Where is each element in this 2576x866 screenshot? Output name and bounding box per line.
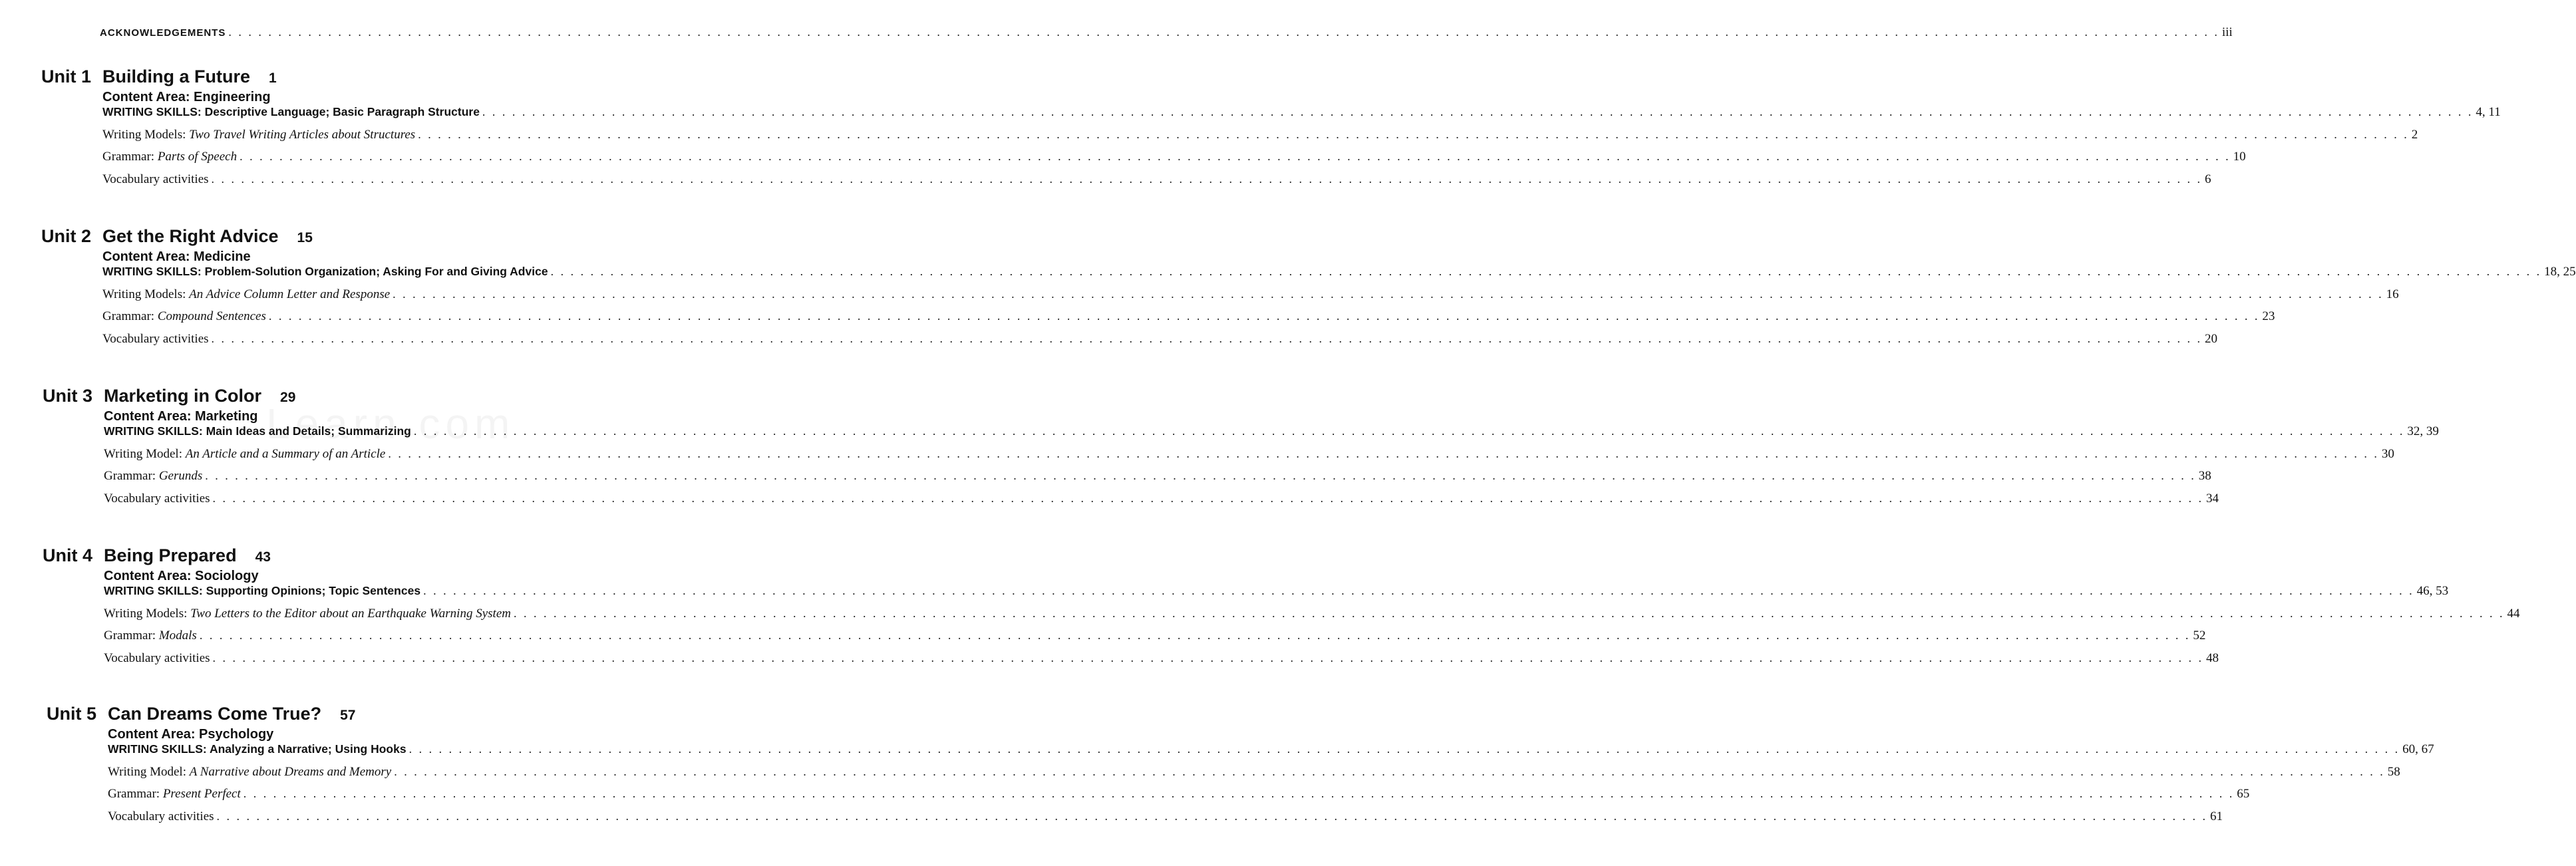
writing-skills-label: WRITING SKILLS: Supporting Opinions; Topic Sentences (104, 584, 421, 597)
entry-label (104, 492, 210, 506)
leader-dots: . . . . . . . . . . . . . . . . . . . . . . . . . . . . . . . . . . . . . . . . . . . . . . . . . . . . . . . . . . . . . . . . . . . . . . . . . . . . . . . . . . . . . . . . . . . . . . . . . . . . . . . . . . . . . . . . . . . . . . . . . . . . . . . . . . . . . . . . . . . . . . . . . . . . . . . . . . . . . . . . . . . . . . . . . . . . . . . . . . . . . . . . . . . . . . . . . . . . . . . . (418, 127, 2409, 141)
toc-entry (102, 309, 2275, 332)
writing-skills-label: WRITING SKILLS: Analyzing a Narrative; Using Hooks (108, 742, 406, 756)
leader-dots: . . . . . . . . . . . . . . . . . . . . . . . . . . . . . . . . . . . . . . . . . . . . . . . . . . . . . . . . . . . . . . . . . . . . . . . . . . . . . . . . . . . . . . . . . . . . . . . . . . . . . . . . . . . . . . . . . . . . . . . . . . . . . . . . . . . . . . . . . . . . . . . . . . . . . . . . . . . . . . . . . . . . . . . . . . . . . . . . . . . . . . . . . . . . . . . . . . . . . . . . (199, 629, 2191, 642)
entry-page: 16 (2386, 287, 2399, 301)
entry-italic-title: Compound Sentences (157, 309, 266, 323)
entry-italic-title: An Advice Column Letter and Response (189, 287, 391, 301)
entry-prefix: Vocabulary activities (104, 650, 210, 665)
toc-entry (108, 764, 2400, 788)
unit-start-page: 43 (255, 549, 271, 565)
unit-section (41, 226, 2576, 354)
leader-dots: . . . . . . . . . . . . . . . . . . . . . . . . . . . . . . . . . . . . . . . . . . . . . . . . . . . . . . . . . . . . . . . . . . . . . . . . . . . . . . . . . . . . . . . . . . . . . . . . . . . . . . . . . . . . . . . . . . . . . . . . . . . . . . . . . . . . . . . . . . . . . . . . . . . . . . . . . . . . . . . . . . . . . . . . . . . . . . . . . . . . . . . . . . . . . . . . . . . . . . . . (205, 469, 2196, 482)
entry-prefix: Writing Model: (104, 446, 186, 461)
leader-dots: . . . . . . . . . . . . . . . . . . . . . . . . . . . . . . . . . . . . . . . . . . . . . . . . . . . . . . . . . . . . . . . . . . . . . . . . . . . . . . . . . . . . . . . . . . . . . . . . . . . . . . . . . . . . . . . . . . . . . . . . . . . . . . . . . . . . . . . . . . . . . . . . . . . . . . . . . . . . . . . . . . . . . . . . . . . . . . . . . . . . . . . . . . . . . . . . . . . . . . . . (243, 787, 2235, 800)
leader-dots: . . . . . . . . . . . . . . . . . . . . . . . . . . . . . . . . . . . . . . . . . . . . . . . . . . . . . . . . . . . . . . . . . . . . . . . . . . . . . . . . . . . . . . . . . . . . . . . . . . . . . . . . . . . . . . . . . . . . . . . . . . . . . . . . . . . . . . . . . . . . . . . . . . . . . . . . . . . . . . . . . . . . . . . . . . . . . . . . . . . . . . . . . . . . . . . . . . . . . . . . (212, 650, 2204, 664)
entry-page: 58 (2387, 764, 2400, 779)
entry-label (102, 309, 266, 324)
leader-dots: . . . . . . . . . . . . . . . . . . . . . . . . . . . . . . . . . . . . . . . . . . . . . . . . . . . . . . . . . . . . . . . . . . . . . . . . . . . . . . . . . . . . . . . . . . . . . . . . . . . . . . . . . . . . . . . . . . . . . . . . . . . . . . . . . . . . . . . . . . . . . . . . . . . . . . . . . . . . . . . . . . . . . . . . . . . . . . . . . . . . . . . . . . . . . . . . . . . . . . . . (408, 742, 2400, 756)
entry-page: 23 (2262, 309, 2275, 323)
entry-prefix: Grammar: (102, 309, 158, 323)
entry-prefix: Vocabulary activities (102, 331, 209, 346)
toc-entry (104, 584, 2449, 607)
entry-page: 2 (2411, 127, 2418, 142)
entry-italic-title: Parts of Speech (157, 150, 238, 164)
entry-italic-title: Two Travel Writing Articles about Structures (189, 127, 416, 142)
unit-start-page: 1 (269, 71, 277, 86)
unit-section (41, 67, 2501, 194)
toc-entry (102, 150, 2246, 172)
unit-number: Unit 4 (43, 545, 93, 565)
entry-prefix: Vocabulary activities (104, 491, 210, 505)
unit-title: Get the Right Advice (102, 226, 279, 246)
unit-number: Unit 1 (41, 67, 92, 86)
entry-label (104, 607, 511, 621)
toc-entry (102, 265, 2576, 287)
unit-title: Can Dreams Come True? (108, 704, 322, 724)
entry-page: 18, 25 (2544, 265, 2576, 279)
entry-prefix: Vocabulary activities (108, 809, 214, 823)
entry-prefix: Vocabulary activities (102, 172, 209, 186)
content-area: Content Area: Psychology (108, 727, 274, 742)
unit-heading (41, 67, 707, 87)
entry-page: 30 (2381, 446, 2394, 461)
toc-entry (104, 650, 2219, 674)
leader-dots: . . . . . . . . . . . . . . . . . . . . . . . . . . . . . . . . . . . . . . . . . . . . . . . . . . . . . . . . . . . . . . . . . . . . . . . . . . . . . . . . . . . . . . . . . . . . . . . . . . . . . . . . . . . . . . . . . . . . . . . . . . . . . . . . . . . . . . . . . . . . . . . . . . . . . . . . . . . . . . . . . . . . . . . . . . . . . . . . . . . . . . . . . . . . . . . . . . . . . . . . (394, 764, 2385, 778)
toc-entry (104, 446, 2394, 470)
unit-title: Being Prepared (104, 545, 237, 565)
unit-number: Unit 2 (41, 226, 92, 246)
entry-page: 65 (2237, 787, 2250, 801)
acknowledgements-page: iii (2221, 25, 2233, 39)
toc-entry (102, 287, 2399, 310)
leader-dots: . . . . . . . . . . . . . . . . . . . . . . . . . . . . . . . . . . . . . . . . . . . . . . . . . . . . . . . . . . . . . . . . . . . . . . . . . . . . . . . . . . . . . . . . . . . . . . . . . . . . . . . . . . . . . . . . . . . . . . . . . . . . . . . . . . . . . . . . . . . . . . . . . . . . . . . . . . . . . . . . . . . . . . . . . . . . . . . . . . . . . . . . . . . . . . . . . . . . . . . . (268, 309, 2260, 323)
unit-section (47, 704, 2434, 831)
entry-page: 4, 11 (2476, 105, 2501, 119)
content-area: Content Area: Sociology (104, 569, 259, 583)
unit-entries (108, 742, 2434, 831)
entry-prefix: Grammar: (102, 150, 158, 164)
toc-entry (104, 629, 2206, 651)
entry-italic-title: Two Letters to the Editor about an Earthquake Warning System (190, 606, 511, 621)
leader-dots: . . . . . . . . . . . . . . . . . . . . . . . . . . . . . . . . . . . . . . . . . . . . . . . . . . . . . . . . . . . . . . . . . . . . . . . . . . . . . . . . . . . . . . . . . . . . . . . . . . . . . . . . . . . . . . . . . . . . . . . . . . . . . . . . . . . . . . . . . . . . . . . . . . . . . . . . . . . . . . . . . . . . . . . . . . . . . . . . . . . . . . . . . . . . . . . . . . . . . . . . (393, 287, 2384, 301)
entry-label (108, 765, 391, 780)
entry-label (104, 651, 210, 666)
entry-label (102, 332, 209, 347)
leader-dots: . . . . . . . . . . . . . . . . . . . . . . . . . . . . . . . . . . . . . . . . . . . . . . . . . . . . . . . . . . . . . . . . . . . . . . . . . . . . . . . . . . . . . . . . . . . . . . . . . . . . . . . . . . . . . . . . . . . . . . . . . . . . . . . . . . . . . . . . . . . . . . . . . . . . . . . . . . . . . . . . . . . . . . . . . . . . . . . . . . . . . . . . . . . . . . . . . . . . . . . . (211, 172, 2203, 186)
unit-number: Unit 3 (43, 386, 93, 406)
unit-entries (102, 105, 2501, 194)
entry-page: 48 (2206, 650, 2219, 665)
entry-page: 46, 53 (2416, 584, 2449, 598)
acknowledgements-entry (100, 25, 2233, 40)
entry-label (102, 172, 209, 187)
toc-entry (102, 105, 2501, 128)
entry-label (104, 447, 385, 462)
leader-dots: . . . . . . . . . . . . . . . . . . . . . . . . . . . . . . . . . . . . . . . . . . . . . . . . . . . . . . . . . . . . . . . . . . . . . . . . . . . . . . . . . . . . . . . . . . . . . . . . . . . . . . . . . . . . . . . . . . . . . . . . . . . . . . . . . . . . . . . . . . . . . . . . . . . . . . . . . . . . . . . . . . . . . . . . . . . . . . . . . . . . . . . . . . . . . . . . . . . . . . . . (413, 424, 2405, 438)
entry-prefix: Writing Model: (108, 764, 190, 779)
unit-heading (41, 226, 707, 247)
toc-entry (104, 491, 2219, 514)
leader-dots: . . . . . . . . . . . . . . . . . . . . . . . . . . . . . . . . . . . . . . . . . . . . . . . . . . . . . . . . . . . . . . . . . . . . . . . . . . . . . . . . . . . . . . . . . . . . . . . . . . . . . . . . . . . . . . . . . . . . . . . . . . . . . . . . . . . . . . . . . . . . . . . . . . . . . . . . . . . . . . . . . . . . . . . . . . . . . . . . . . . . . . . . . . . . . . . . . . . . . . . . (513, 606, 2505, 620)
leader-dots: . . . . . . . . . . . . . . . . . . . . . . . . . . . . . . . . . . . . . . . . . . . . . . . . . . . . . . . . . . . . . . . . . . . . . . . . . . . . . . . . . . . . . . . . . . . . . . . . . . . . . . . . . . . . . . . . . . . . . . . . . . . . . . . . . . . . . . . . . . . . . . . . . . . . . . . . . . . . . . . . . . . . . . . . . . . . . . . . . . . . . . . . . . . . . . . . . . . . . . . . (211, 331, 2203, 345)
entry-label (108, 787, 241, 801)
entry-page: 20 (2205, 331, 2218, 346)
entry-prefix: Grammar: (108, 787, 163, 801)
entry-page: 38 (2198, 469, 2211, 483)
unit-entries (104, 424, 2439, 513)
unit-section (43, 386, 2439, 513)
leader-dots: . . . . . . . . . . . . . . . . . . . . . . . . . . . . . . . . . . . . . . . . . . . . . . . . . . . . . . . . . . . . . . . . . . . . . . . . . . . . . . . . . . . . . . . . . . . . . . . . . . . . . . . . . . . . . . . . . . . . . . . . . . . . . . . . . . . . . . . . . . . . . . . . . . . . . . . . . . . . . . . . . . . . . . . . . . . . . . . . . . . . . . . . . . . . . . . . . . . . . . . . (240, 150, 2231, 163)
unit-heading (43, 386, 708, 406)
entry-prefix: Writing Models: (102, 127, 190, 142)
content-area: Content Area: Engineering (102, 90, 271, 104)
toc-entry (104, 424, 2439, 447)
unit-start-page: 29 (280, 390, 296, 405)
toc-entry (102, 331, 2218, 355)
toc-entry (108, 787, 2250, 809)
unit-number: Unit 5 (47, 704, 97, 724)
leader-dots: . . . . . . . . . . . . . . . . . . . . . . . . . . . . . . . . . . . . . . . . . . . . . . . . . . . . . . . . . . . . . . . . . . . . . . . . . . . . . . . . . . . . . . . . . . . . . . . . . . . . . . . . . . . . . . . . . . . . . . . . . . . . . . . . . . . . . . . . . . . . . . . . . . . . . . . . . . . . . . . . . . . . . . . . . . . . . . . . . . . . . . . . . . . . . . . . . . . . . . . . (228, 25, 2219, 39)
entry-prefix: Grammar: (104, 629, 159, 643)
entry-label (102, 128, 415, 142)
writing-skills-label: WRITING SKILLS: Problem-Solution Organization; Asking For and Giving Advice (102, 265, 548, 278)
leader-dots: . . . . . . . . . . . . . . . . . . . . . . . . . . . . . . . . . . . . . . . . . . . . . . . . . . . . . . . . . . . . . . . . . . . . . . . . . . . . . . . . . . . . . . . . . . . . . . . . . . . . . . . . . . . . . . . . . . . . . . . . . . . . . . . . . . . . . . . . . . . . . . . . . . . . . . . . . . . . . . . . . . . . . . . . . . . . . . . . . . . . . . . . . . . . . . . . . . . . . . . . (482, 105, 2474, 118)
unit-entries (102, 265, 2576, 354)
unit-section (43, 545, 2520, 673)
entry-page: 52 (2193, 629, 2206, 643)
entry-page: 44 (2507, 606, 2520, 621)
unit-entries (104, 584, 2520, 673)
toc-entry (102, 172, 2211, 195)
content-area: Content Area: Medicine (102, 249, 251, 264)
leader-dots: . . . . . . . . . . . . . . . . . . . . . . . . . . . . . . . . . . . . . . . . . . . . . . . . . . . . . . . . . . . . . . . . . . . . . . . . . . . . . . . . . . . . . . . . . . . . . . . . . . . . . . . . . . . . . . . . . . . . . . . . . . . . . . . . . . . . . . . . . . . . . . . . . . . . . . . . . . . . . . . . . . . . . . . . . . . . . . . . . . . . . . . . . . . . . . . . . . . . . . . . (550, 265, 2542, 278)
leader-dots: . . . . . . . . . . . . . . . . . . . . . . . . . . . . . . . . . . . . . . . . . . . . . . . . . . . . . . . . . . . . . . . . . . . . . . . . . . . . . . . . . . . . . . . . . . . . . . . . . . . . . . . . . . . . . . . . . . . . . . . . . . . . . . . . . . . . . . . . . . . . . . . . . . . . . . . . . . . . . . . . . . . . . . . . . . . . . . . . . . . . . . . . . . . . . . . . . . . . . . . . (423, 584, 2414, 597)
unit-title: Marketing in Color (104, 386, 262, 406)
entry-label (108, 809, 214, 824)
entry-label (102, 287, 390, 302)
unit-start-page: 57 (340, 708, 356, 723)
unit-heading (43, 545, 708, 566)
unit-heading (47, 704, 712, 724)
entry-page: 34 (2206, 491, 2219, 505)
writing-skills-label: WRITING SKILLS: Main Ideas and Details; Summarizing (104, 424, 411, 438)
unit-title: Building a Future (102, 67, 250, 86)
leader-dots: . . . . . . . . . . . . . . . . . . . . . . . . . . . . . . . . . . . . . . . . . . . . . . . . . . . . . . . . . . . . . . . . . . . . . . . . . . . . . . . . . . . . . . . . . . . . . . . . . . . . . . . . . . . . . . . . . . . . . . . . . . . . . . . . . . . . . . . . . . . . . . . . . . . . . . . . . . . . . . . . . . . . . . . . . . . . . . . . . . . . . . . . . . . . . . . . . . . . . . . . (388, 446, 2379, 460)
unit-start-page: 15 (297, 230, 313, 245)
toc-entry (102, 127, 2418, 150)
entry-label (104, 469, 202, 484)
entry-page: 61 (2210, 809, 2223, 823)
entry-prefix: Writing Models: (104, 606, 191, 621)
entry-italic-title: A Narrative about Dreams and Memory (189, 764, 392, 779)
toc-entry (104, 606, 2520, 629)
entry-page: 60, 67 (2402, 742, 2434, 756)
entry-label (102, 150, 237, 164)
entry-page: 10 (2233, 150, 2246, 164)
toc-entry (104, 469, 2211, 492)
writing-skills-label: WRITING SKILLS: Descriptive Language; Basic Paragraph Structure (102, 105, 480, 118)
entry-italic-title: An Article and a Summary of an Article (185, 446, 386, 461)
toc-entry (108, 809, 2223, 832)
leader-dots: . . . . . . . . . . . . . . . . . . . . . . . . . . . . . . . . . . . . . . . . . . . . . . . . . . . . . . . . . . . . . . . . . . . . . . . . . . . . . . . . . . . . . . . . . . . . . . . . . . . . . . . . . . . . . . . . . . . . . . . . . . . . . . . . . . . . . . . . . . . . . . . . . . . . . . . . . . . . . . . . . . . . . . . . . . . . . . . . . . . . . . . . . . . . . . . . . . . . . . . . (216, 809, 2208, 823)
entry-italic-title: Gerunds (158, 469, 203, 483)
entry-page: 32, 39 (2407, 424, 2439, 438)
entry-prefix: Grammar: (104, 469, 159, 483)
leader-dots: . . . . . . . . . . . . . . . . . . . . . . . . . . . . . . . . . . . . . . . . . . . . . . . . . . . . . . . . . . . . . . . . . . . . . . . . . . . . . . . . . . . . . . . . . . . . . . . . . . . . . . . . . . . . . . . . . . . . . . . . . . . . . . . . . . . . . . . . . . . . . . . . . . . . . . . . . . . . . . . . . . . . . . . . . . . . . . . . . . . . . . . . . . . . . . . . . . . . . . . . (212, 491, 2204, 505)
toc-entry (108, 742, 2434, 765)
entry-italic-title: Present Perfect (162, 787, 241, 801)
content-area: Content Area: Marketing (104, 409, 258, 424)
entry-label (104, 629, 197, 643)
acknowledgements-label: ACKNOWLEDGEMENTS (100, 27, 226, 39)
entry-italic-title: Modals (158, 629, 197, 643)
entry-prefix: Writing Models: (102, 287, 190, 301)
entry-page: 6 (2205, 172, 2211, 186)
